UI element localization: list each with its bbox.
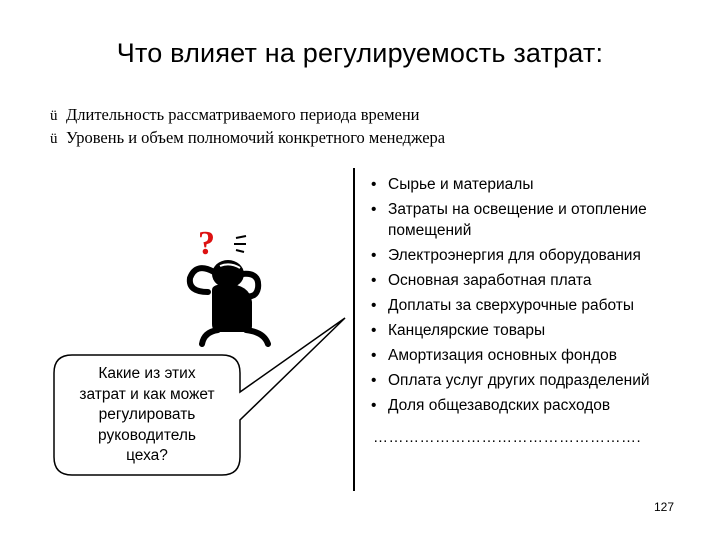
bullet-icon: • bbox=[371, 347, 377, 364]
vertical-divider bbox=[353, 168, 355, 491]
list-item-text: Канцелярские товары bbox=[388, 322, 546, 339]
bullet-icon: • bbox=[371, 297, 377, 314]
svg-text:?: ? bbox=[198, 225, 215, 262]
check-item-text: Уровень и объем полномочий конкретного менеджера bbox=[66, 128, 446, 147]
bullet-icon: • bbox=[371, 201, 377, 218]
slide-title: Что влияет на регулируемость затрат: bbox=[116, 38, 604, 68]
bullet-icon: • bbox=[371, 247, 377, 264]
list-item bbox=[371, 368, 711, 393]
check-item-text: Длительность рассматриваемого периода времени bbox=[66, 105, 420, 124]
cost-list bbox=[371, 172, 711, 418]
bubble-line: цеха? bbox=[126, 447, 168, 464]
list-item bbox=[371, 318, 711, 343]
bullet-icon: • bbox=[371, 272, 377, 289]
list-item-text: Основная заработная плата bbox=[388, 272, 592, 289]
list-item-text: Доля общезаводских расходов bbox=[388, 397, 611, 414]
bubble-line: руководитель bbox=[98, 426, 196, 444]
list-item bbox=[371, 343, 711, 368]
page-number: 127 bbox=[654, 500, 675, 514]
list-item-text: Доплаты за сверхурочные работы bbox=[388, 297, 635, 314]
list-item bbox=[371, 197, 711, 243]
list-item-text: Электроэнергия для оборудования bbox=[388, 247, 641, 264]
list-item-text: Оплата услуг других подразделений bbox=[388, 372, 650, 389]
list-item-text: Затраты на освещение и отопление помещений bbox=[388, 201, 647, 239]
bubble-line: Какие из этих bbox=[98, 365, 196, 382]
bullet-icon: • bbox=[371, 176, 377, 193]
list-item bbox=[371, 268, 711, 293]
trailing-dots: ……………………………………………. bbox=[373, 429, 642, 446]
list-item bbox=[371, 243, 711, 268]
list-item-text: Сырье и материалы bbox=[388, 176, 534, 193]
bullet-icon: • bbox=[371, 397, 377, 414]
list-item bbox=[371, 293, 711, 318]
list-item-text: Амортизация основных фондов bbox=[388, 347, 617, 364]
list-item bbox=[371, 172, 711, 197]
checkmark-icon: ü bbox=[50, 108, 58, 124]
confused-person-icon bbox=[168, 222, 283, 347]
bubble-line: затрат и как может bbox=[79, 385, 215, 403]
checkmark-icon: ü bbox=[50, 131, 58, 147]
bubble-question bbox=[56, 364, 238, 467]
bullet-icon: • bbox=[371, 322, 377, 339]
list-item bbox=[371, 393, 711, 418]
bubble-line: регулировать bbox=[98, 406, 196, 423]
bullet-icon: • bbox=[371, 372, 377, 389]
